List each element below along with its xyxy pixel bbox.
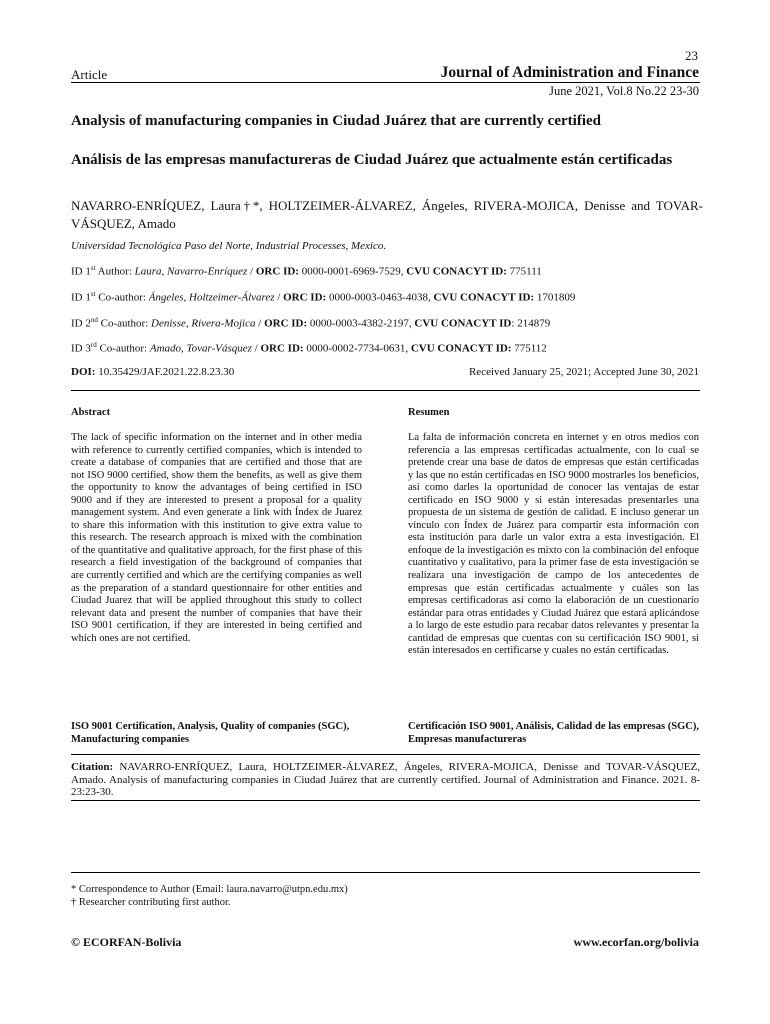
footnote-correspondence: * Correspondence to Author (Email: laura.navarro@utpn.edu.mx) — [71, 884, 348, 895]
header-divider — [71, 82, 700, 83]
section-label: Article — [71, 67, 108, 82]
section-divider — [71, 390, 700, 391]
author-id-line: ID 2nd Co-author: Denisse, Rivera-Mojica / ORC ID: 0000-0003-4382-2197, CVU CONACYT ID: 214879 — [71, 316, 551, 330]
citation-top-rule — [71, 754, 700, 755]
publisher-copyright: © ECORFAN-Bolivia — [71, 935, 182, 949]
abstract-keywords: ISO 9001 Certification, Analysis, Quality of companies (SGC), Manufacturing companies — [71, 721, 350, 745]
citation: Citation: NAVARRO-ENRÍQUEZ, Laura, HOLTZEIMER-ÁLVAREZ, Ángeles, RIVERA-MOJICA, Denisse and TOVAR-VÁSQUEZ, Amado. Analysis of manufacturing companies in Ciudad Juárez that are currently certified. Journal of Administration and Finance. 2021. 8-23:23-30. — [71, 761, 700, 798]
author-id-line: ID 1st Author: Laura, Navarro-Enríquez / ORC ID: 0000-0001-6969-7529, CVU CONACYT ID: 775111 — [71, 264, 542, 278]
received-dates: Received January 25, 2021; Accepted June 30, 2021 — [468, 366, 699, 378]
doi-line: DOI: 10.35429/JAF.2021.22.8.23.30 — [71, 366, 235, 378]
author-list: NAVARRO-ENRÍQUEZ, Laura†*, HOLTZEIMER-ÁLVAREZ, Ángeles, RIVERA-MOJICA, Denisse and TOVAR-VÁSQUEZ, Amado — [71, 198, 703, 231]
resumen-text: La falta de información concreta en internet y en otros medios con referencia a las empresas certificadas actualmente, con lo cual se pretende crear una base de datos de empresas que están certificadas y las que no están certificadas en ISO 9000 mostrarles los beneficios, así como darles la oportunidad de conocer las ventajas de estar certificado en ISO 9000 y si están interesadas presentarles una propuesta de un sistema de gestión de calidad. E incluso generar un vínculo con Índex de Juárez para compartir esta información con esta institución para darle un valor extra a esta investigación. El enfoque de la investigación es mixto con la combinación del enfoque cuantitativo y cualitativo, para la primer fase de esta investigación se realizara una investigación de campo de los antecedentes de empresas que están certificadas actualmente y cuáles son las empresas certificadoras así como la elaboración de un cuestionario estándar para otras entidades y Ciudad Juárez que estará aplicándose a lo largo de este estudio para recabar datos relevantes y presentar la cantidad de empresas que cuentas con su certificación ISO 9001, si están interesados en certificarse y cuales no están certificadas. — [408, 432, 700, 657]
paper-title-spanish: Análisis de las empresas manufactureras de Ciudad Juárez que actualmente están certificadas — [71, 152, 673, 168]
abstract-text: The lack of specific information on the internet and in other media with reference to currently certified companies, which is intended to create a database of companies that are certified and those that are not ISO 9000 certified, show them the benefits, as well as give them the opportunity to know the advantages of being certified in ISO 9000 and if they are interested to present a proposal for a quality management system. And even generate a link with Índex de Juarez to share this information with this institution to give extra value to this research. The research approach is mixed with the combination of the quantitative and qualitative approach, for the first phase of this research a field investigation of the background of companies that are currently certified and which are the certifying companies as well as the preparation of a standard questionnaire for other entities and Ciudad Juarez that will be applied throughout this study to collect relevant data and present the number of companies that have their ISO 9001 certification, if they are interested in being certified and which ones are not certified. — [71, 432, 362, 644]
abstract-heading: Abstract — [71, 407, 111, 418]
footnote-divider — [71, 872, 700, 873]
resumen-keywords: Certificación ISO 9001, Análisis, Calidad de las empresas (SGC), Empresas manufactureras — [408, 721, 699, 745]
author-id-line: ID 3rd Co-author: Amado, Tovar-Vásquez / ORC ID: 0000-0002-7734-0631, CVU CONACYT ID: 775112 — [71, 341, 547, 355]
publisher-url[interactable]: www.ecorfan.org/bolivia — [573, 935, 699, 949]
resumen-heading: Resumen — [408, 407, 450, 418]
journal-title: Journal of Administration and Finance — [440, 64, 699, 81]
affiliation: Universidad Tecnológica Paso del Norte, Industrial Processes, Mexico. — [71, 240, 387, 252]
issue-info: June 2021, Vol.8 No.22 23-30 — [549, 84, 699, 98]
citation-bottom-rule — [71, 800, 700, 801]
page-number: 23 — [685, 48, 698, 63]
footnote-researcher: † Researcher contributing first author. — [71, 897, 231, 908]
paper-title-english: Analysis of manufacturing companies in Ciudad Juárez that are currently certified — [71, 113, 601, 129]
author-id-line: ID 1st Co-author: Ángeles, Holtzeimer-Álvarez / ORC ID: 0000-0003-0463-4038, CVU CONACYT ID: 1701809 — [71, 290, 576, 304]
